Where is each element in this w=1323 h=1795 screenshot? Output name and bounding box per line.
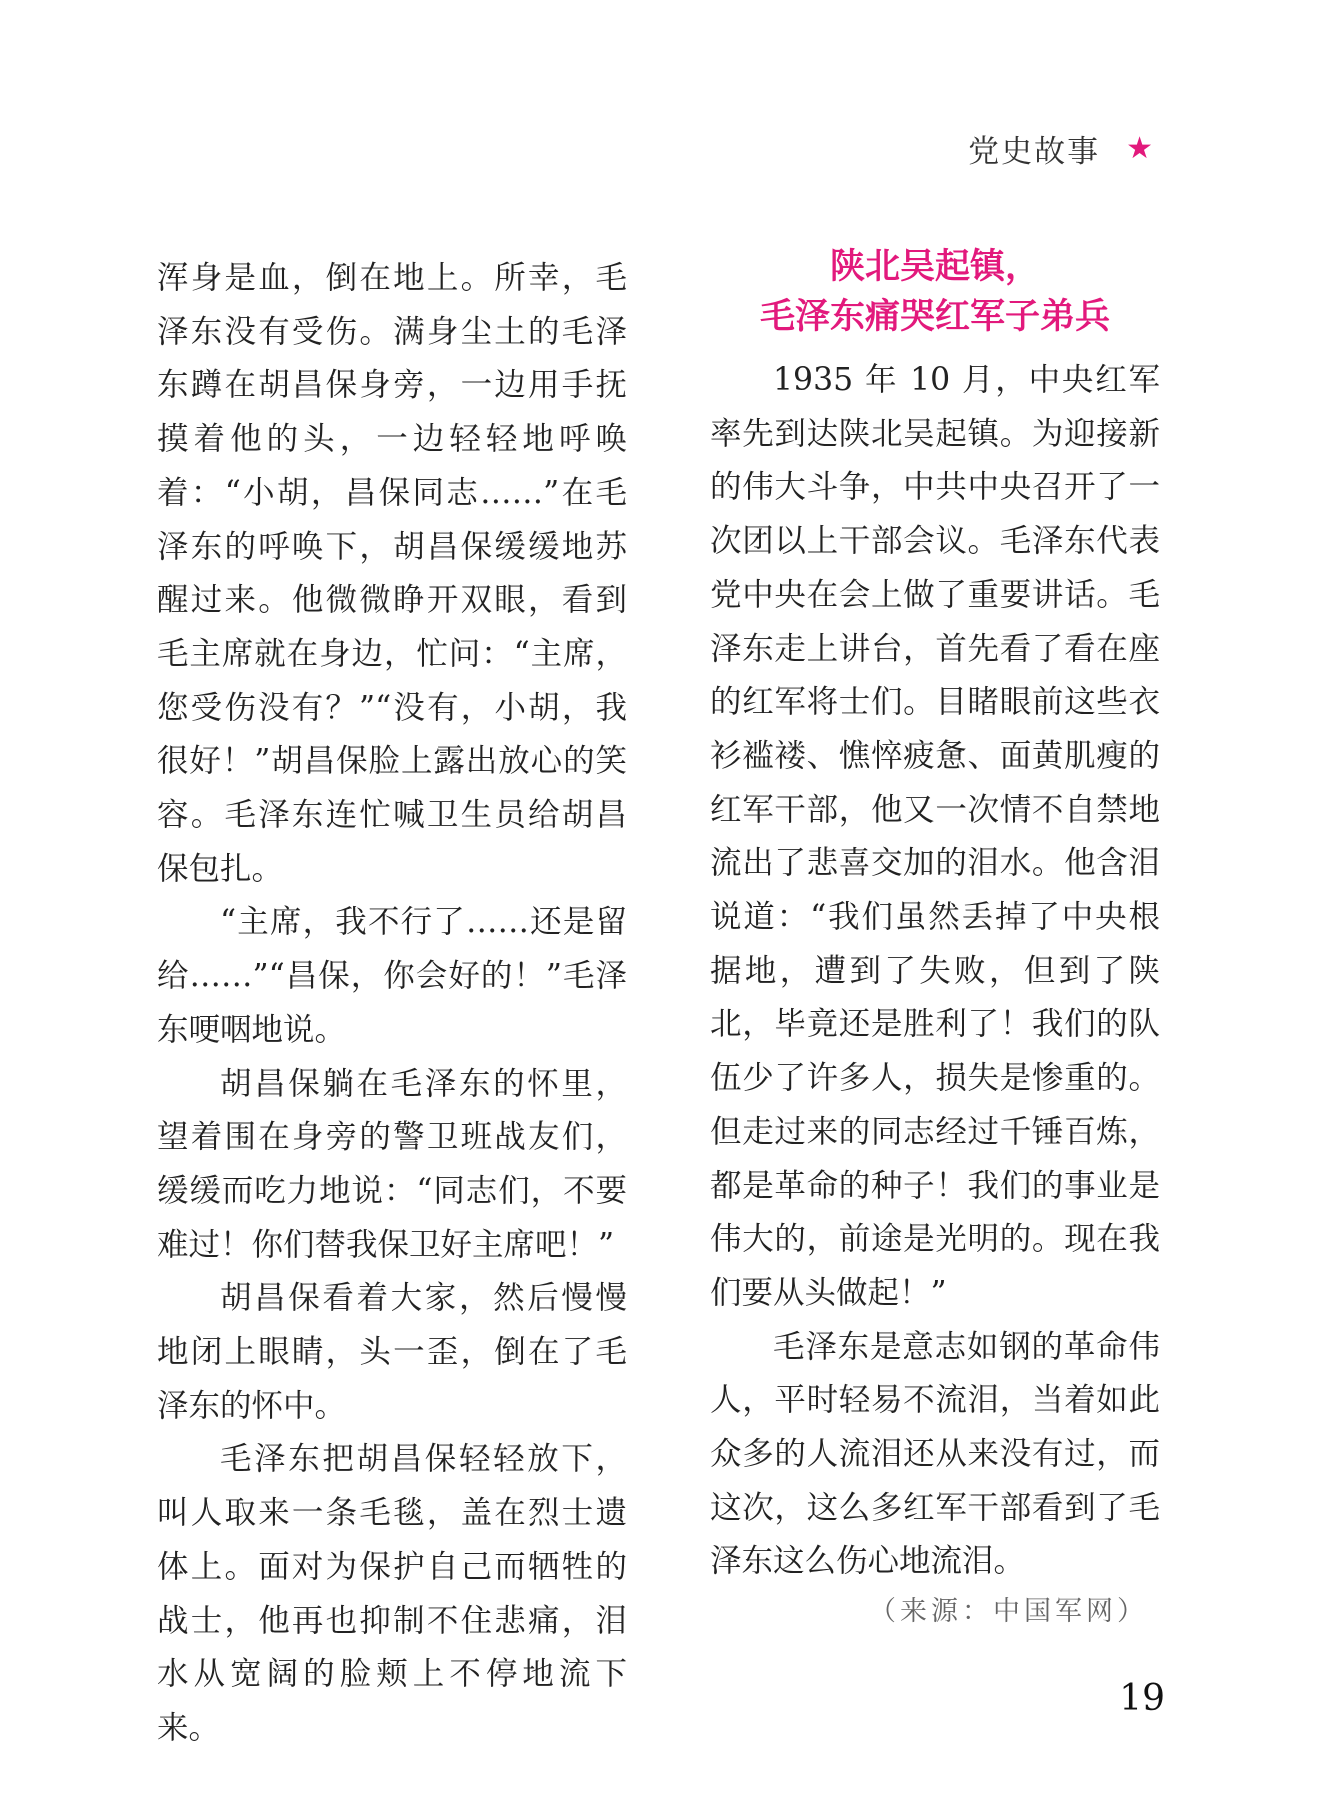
running-header [968, 126, 1155, 171]
article-title-line-2: 毛泽东痛哭红军子弟兵 [759, 297, 1110, 337]
paragraph: 毛泽东把胡昌保轻轻放下，叫人取来一条毛毯，盖在烈士遗体上。面对为保护自己而牺牲的战士，他再也抑制不住悲痛，泪水从宽阔的脸颊上不停地流下来。 [157, 1441, 627, 1746]
paragraph: 胡昌保看着大家，然后慢慢地闭上眼睛，头一歪，倒在了毛泽东的怀中。 [157, 1280, 627, 1424]
paragraph: 1935 年 10 月，中央红军率先到达陕北吴起镇。为迎接新的伟大斗争，中共中央召开了一次团以上干部会议。毛泽东代表党中央在会上做了重要讲话。毛泽东走上讲台，首先看了看在座的红军将士们。目睹眼前这些衣衫褴褛、憔悴疲惫、面黄肌瘦的红军干部，他又一次情不自禁地流出了悲喜交加的泪水。他含泪说道：“我们虽然丢掉了中央根据地，遭到了失败，但到了陕北，毕竟还是胜利了！我们的队伍少了许多人，损失是惨重的。但走过来的同志经过千锤百炼，都是革命的种子！我们的事业是伟大的，前途是光明的。现在我们要从头做起！” [710, 362, 1160, 1311]
source-citation: （来源：中国军网） [869, 1596, 1148, 1628]
article-title-line-1: 陕北吴起镇， [829, 247, 1040, 287]
section-label: 党史故事 [968, 134, 1101, 170]
star-icon: ★ [1126, 131, 1155, 166]
page-number: 19 [1119, 1678, 1165, 1719]
article-title [710, 242, 1160, 342]
paragraph: 毛泽东是意志如钢的革命伟人，平时轻易不流泪，当着如此众多的人流泪还从来没有过，而这次，这么多红军干部看到了毛泽东这么伤心地流泪。 [710, 1328, 1160, 1580]
paragraph: 胡昌保躺在毛泽东的怀里，望着围在身旁的警卫班战友们，缓缓而吃力地说：“同志们，不要难过！你们替我保卫好主席吧！” [157, 1065, 627, 1263]
paragraph: 浑身是血，倒在地上。所幸，毛泽东没有受伤。满身尘土的毛泽东蹲在胡昌保身旁，一边用手抚摸着他的头，一边轻轻地呼唤着：“小胡，昌保同志……”在毛泽东的呼唤下，胡昌保缓缓地苏醒过来。他微微睁开双眼，看到毛主席就在身边，忙问：“主席，您受伤没有？”“没有，小胡，我很好！”胡昌保脸上露出放心的笑容。毛泽东连忙喊卫生员给胡昌保包扎。 [157, 260, 627, 887]
right-column [710, 247, 1160, 1639]
paragraph: “主席，我不行了……还是留给……”“昌保，你会好的！”毛泽东哽咽地说。 [157, 904, 627, 1048]
left-column [157, 252, 627, 1756]
